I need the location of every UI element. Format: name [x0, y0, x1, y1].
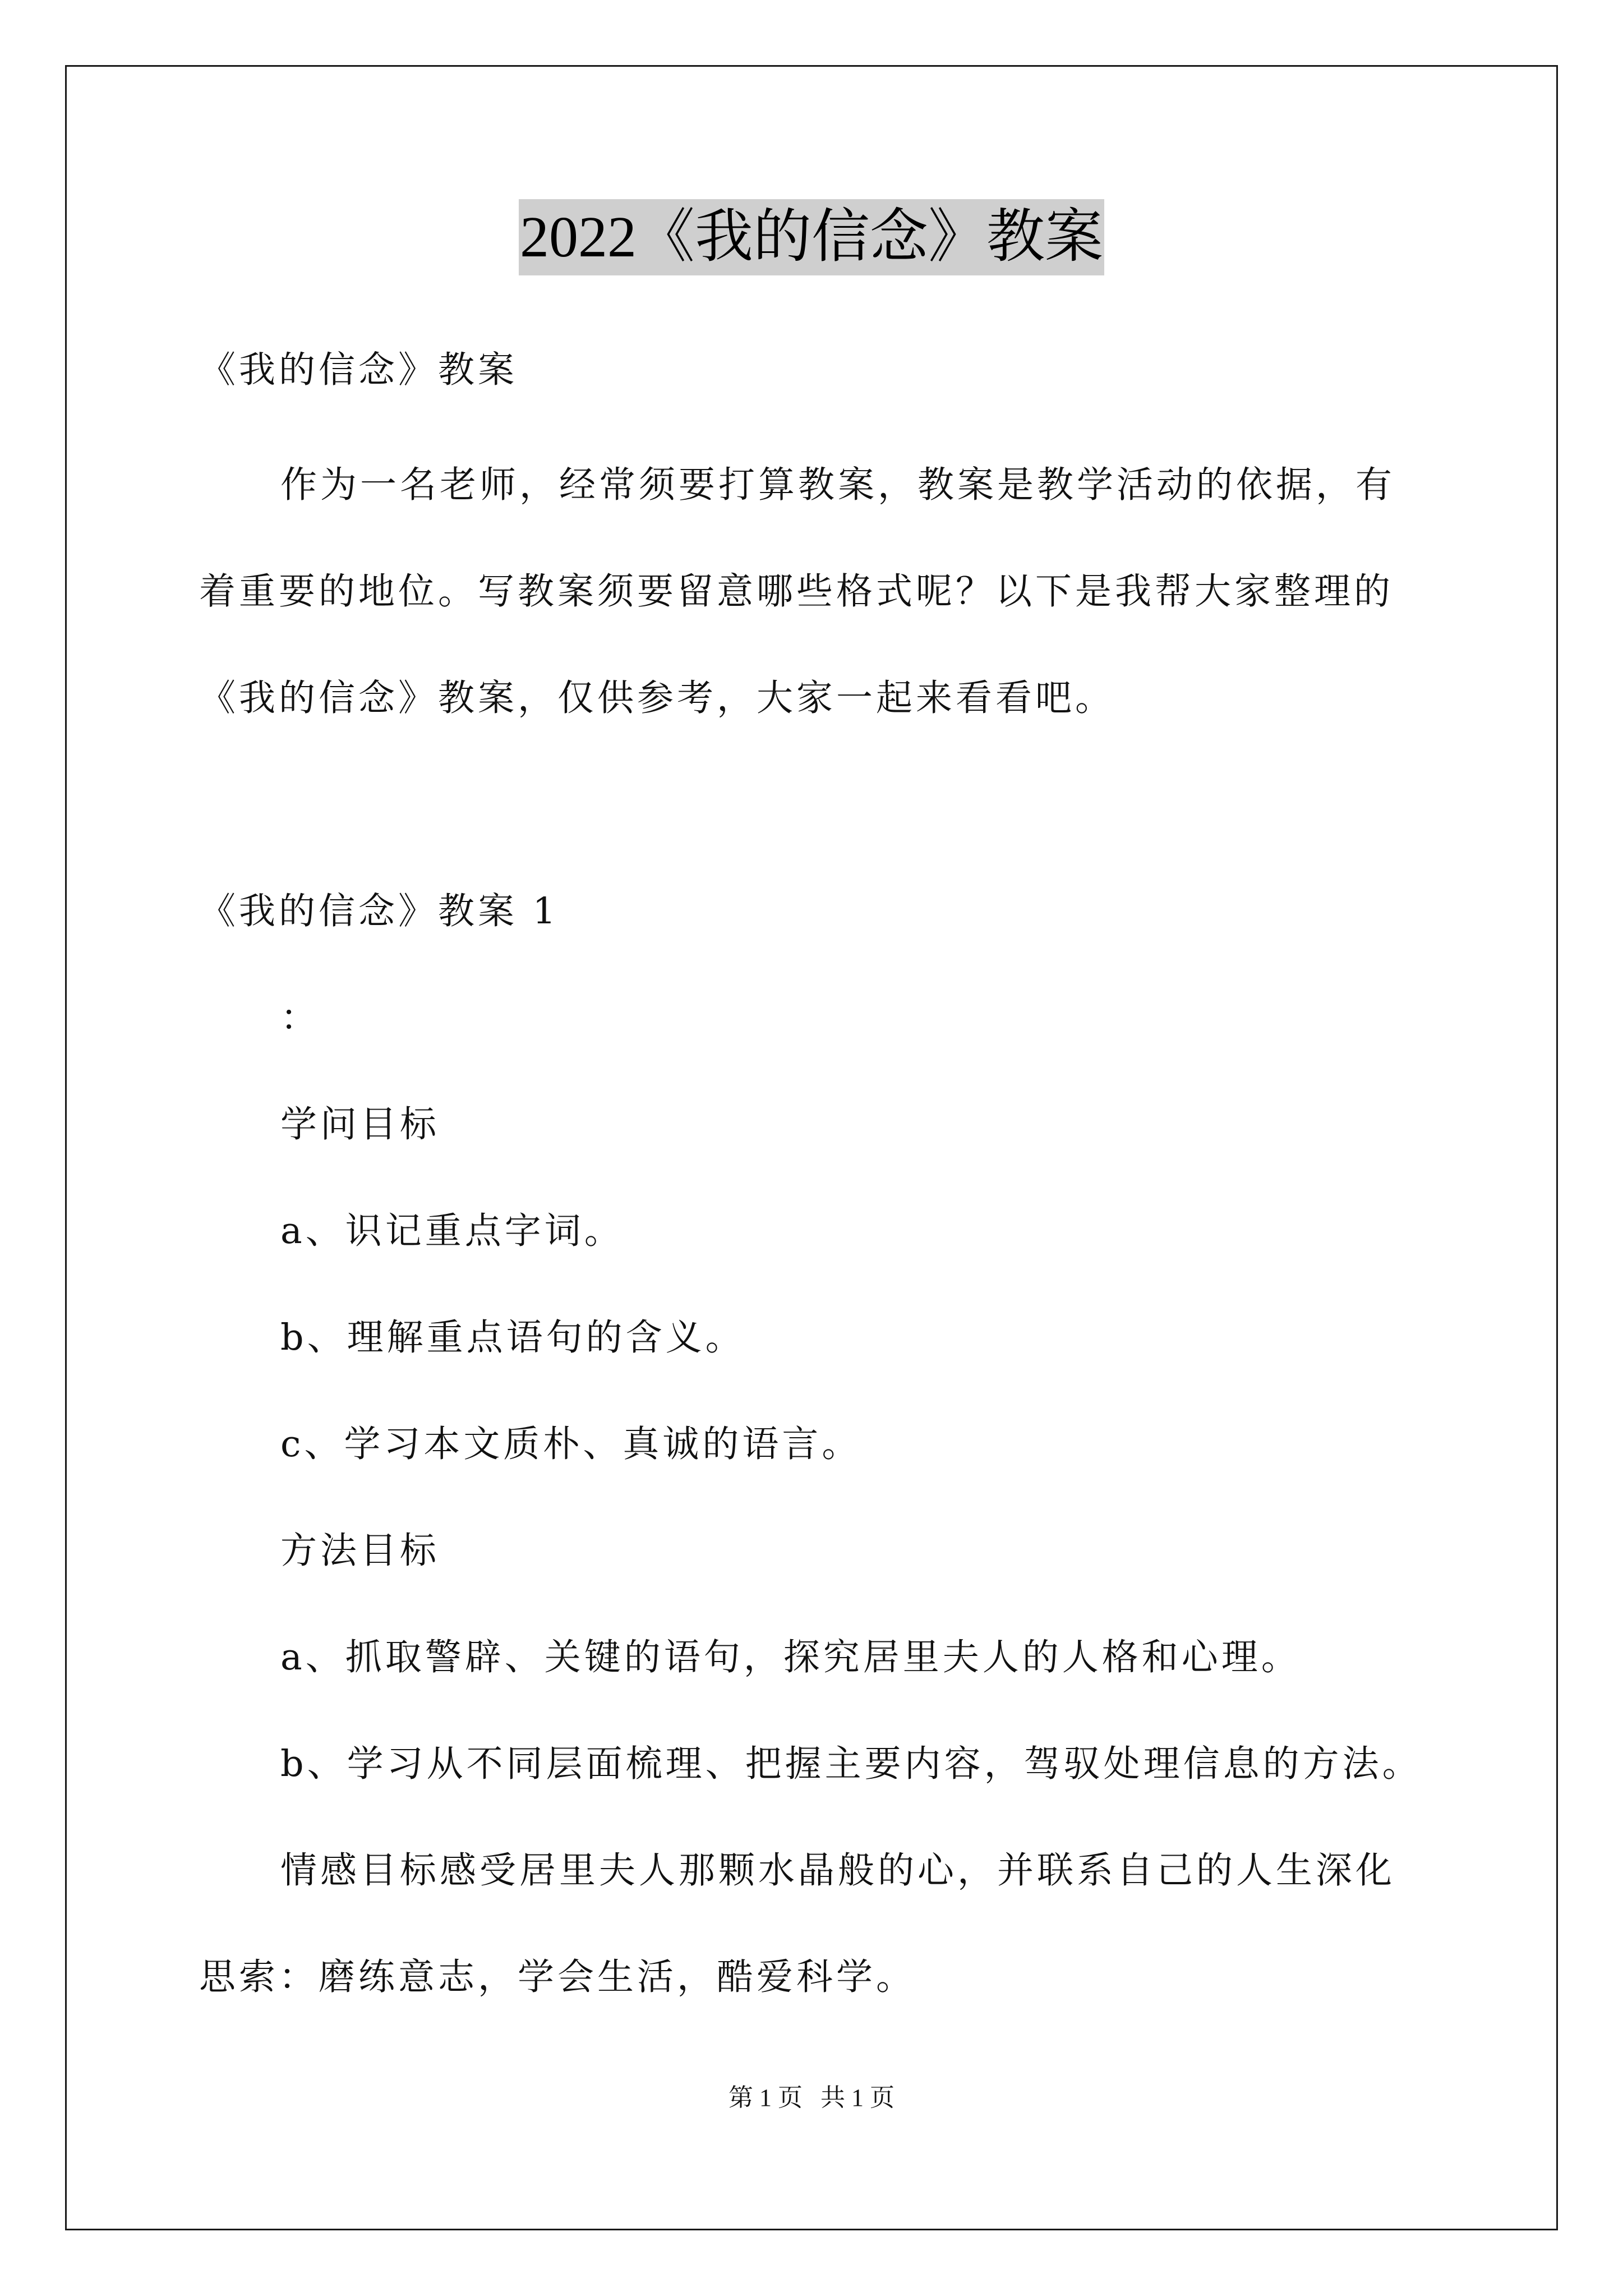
- page-number-current: 第 1 页: [728, 2084, 803, 2111]
- paragraph-line: 着重要的地位。写教案须要留意哪些格式呢？以下是我帮大家整理的: [199, 570, 1394, 613]
- document-title: 2022《我的信念》教案: [519, 199, 1104, 275]
- paragraph-line: 情感目标感受居里夫人那颗水晶般的心，并联系自己的人生深化: [280, 1849, 1396, 1892]
- subheading-method-goals: 方法目标: [280, 1530, 440, 1572]
- doc-heading-line: 《我的信念》教案: [199, 349, 518, 391]
- title-container: [0, 199, 1623, 275]
- paragraph-line: 《我的信念》教案，仅供参考，大家一起来看看吧。: [199, 677, 1115, 719]
- page-number-total: 共 1 页: [820, 2084, 895, 2111]
- list-item: b、学习从不同层面梳理、把握主要内容，驾驭处理信息的方法。: [280, 1743, 1422, 1785]
- section-heading: 《我的信念》教案 1: [199, 890, 560, 932]
- list-item: b、理解重点语句的含义。: [280, 1317, 745, 1359]
- list-item: a、抓取警辟、关键的语句，探究居里夫人的人格和心理。: [280, 1636, 1301, 1678]
- subheading-knowledge-goals: 学问目标: [280, 1103, 440, 1145]
- paragraph-line: ：: [280, 997, 321, 1039]
- paragraph-line: 作为一名老师，经常须要打算教案，教案是教学活动的依据，有: [280, 464, 1396, 506]
- list-item: c、学习本文质朴、真诚的语言。: [280, 1423, 862, 1465]
- page-footer: [0, 2081, 1623, 2115]
- paragraph-line: 思索：磨练意志，学会生活，酷爱科学。: [199, 1956, 916, 1998]
- list-item: a、识记重点字词。: [280, 1210, 624, 1252]
